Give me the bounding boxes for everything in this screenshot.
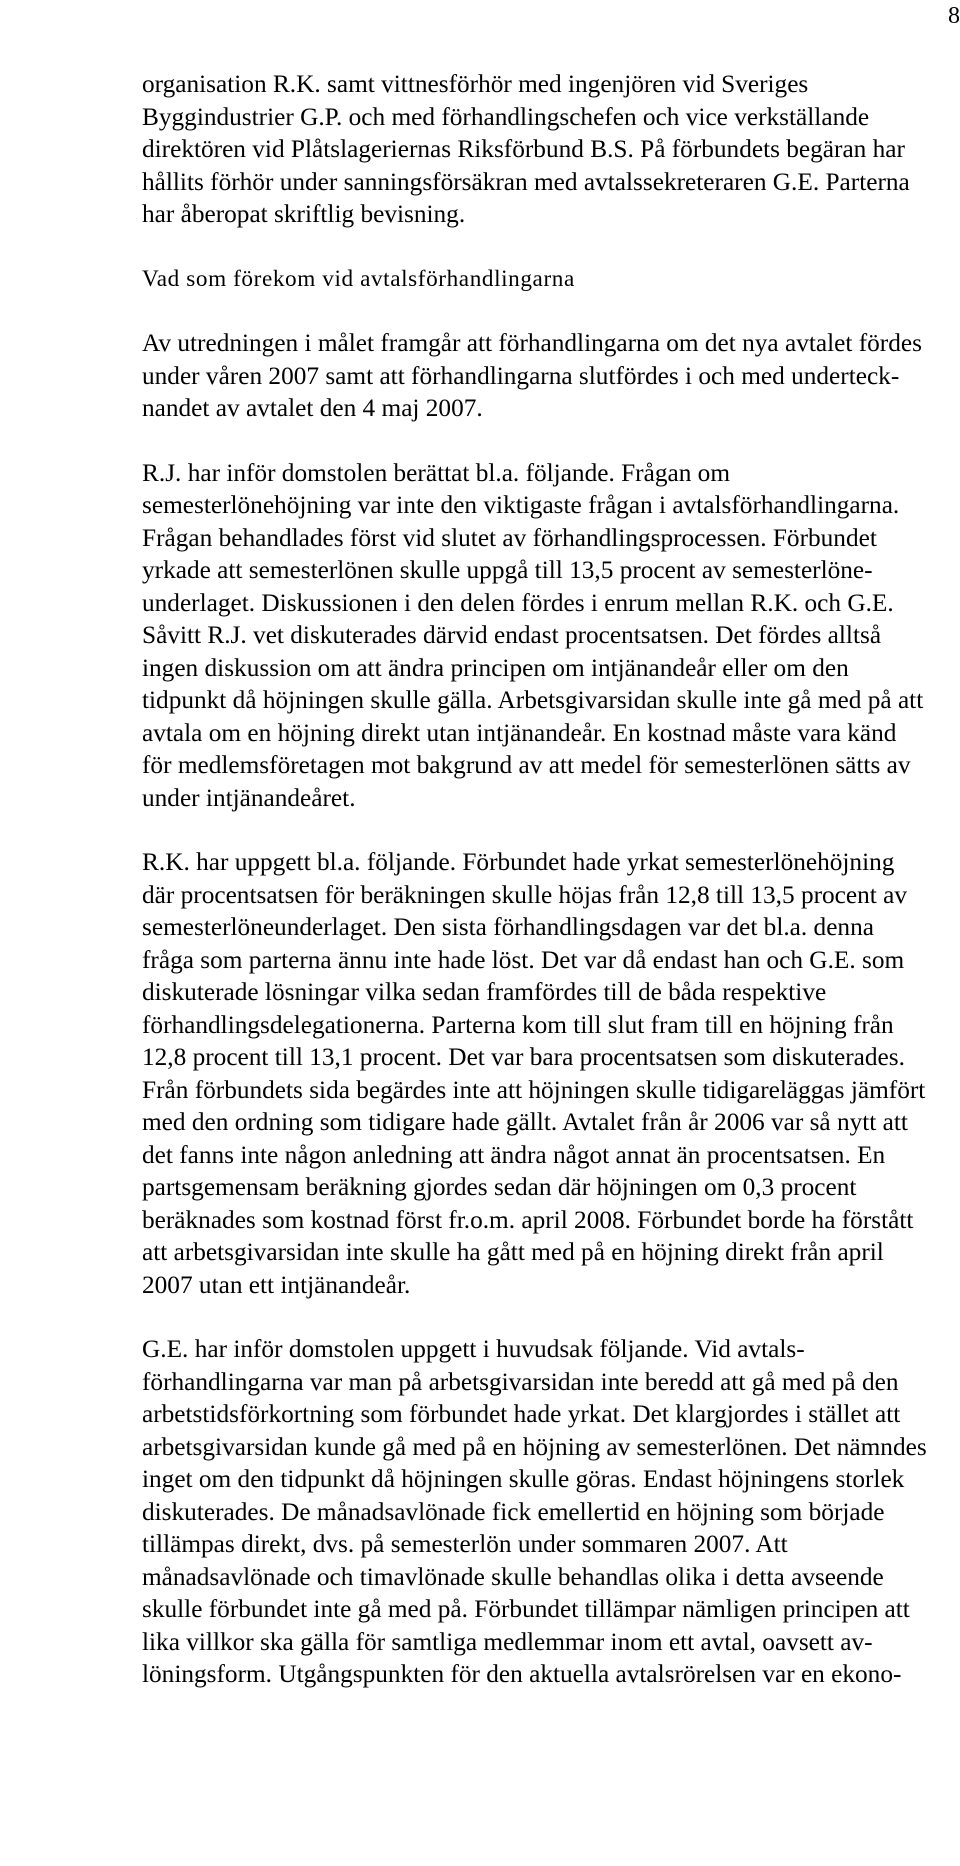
text-line: semesterlönehöjning var inte den viktigaste frågan i avtalsförhandlingarna. [142, 491, 900, 519]
text-line: arbetsgivarsidan kunde gå med på en höjning av semesterlönen. Det nämndes [142, 1432, 927, 1461]
text-line: underlaget. Diskussionen i den delen fördes i enrum mellan R.K. och G.E. [142, 588, 894, 617]
text-line: Frågan behandlades först vid slutet av förhandlingsprocessen. Förbundet [142, 523, 877, 552]
text-line: tidpunkt då höjningen skulle gälla. Arbetsgivarsidan skulle inte gå med på att [142, 686, 924, 714]
rj-testimony-paragraph [142, 457, 952, 815]
text-line: Från förbundets sida begärdes inte att höjningen skulle tidigareläggas jämfört [142, 1075, 926, 1104]
text-line: månadsavlönade och timavlönade skulle behandlas olika i detta avseende [142, 1562, 884, 1591]
text-line: partsgemensam beräkning gjordes sedan där höjningen om 0,3 procent [142, 1173, 857, 1201]
ge-testimony-paragraph [142, 1333, 952, 1691]
text-line: lika villkor ska gälla för samtliga medlemmar inom ett avtal, oavsett av- [142, 1627, 873, 1656]
text-line: fråga som parterna ännu inte hade löst. Det var då endast han och G.E. som [142, 945, 905, 974]
text-line: G.E. har inför domstolen uppgett i huvudsak följande. Vid avtals- [142, 1335, 805, 1363]
text-line: diskuterade lösningar vilka sedan framfördes till de båda respektive [142, 978, 827, 1006]
text-line: Byggindustrier G.P. och med förhandlingschefen och vice verkställande [142, 102, 870, 131]
text-line: att arbetsgivarsidan inte skulle ha gått med på en höjning direkt från april [142, 1238, 884, 1266]
text-line: 2007 utan ett intjänandeår. [142, 1270, 411, 1299]
inquiry-paragraph [142, 327, 952, 425]
text-line: för medlemsföretagen mot bakgrund av att medel för semesterlönen sätts av [142, 751, 911, 779]
text-line: ingen diskussion om att ändra principen om intjänandeår eller om den [142, 653, 849, 682]
text-line: beräknades som kostnad först fr.o.m. april 2008. Förbundet borde ha förstått [142, 1205, 914, 1234]
text-line: under våren 2007 samt att förhandlingarna slutfördes i och med underteck- [142, 361, 900, 390]
text-line: skulle förbundet inte gå med på. Förbundet tillämpar nämligen principen att [142, 1595, 910, 1623]
text-line: under intjänandeåret. [142, 783, 356, 812]
text-line: avtala om en höjning direkt utan intjänandeår. En kostnad måste vara känd [142, 718, 897, 747]
text-line: 12,8 procent till 13,1 procent. Det var bara procentsatsen som diskuterades. [142, 1043, 905, 1071]
text-line: det fanns inte någon anledning att ändra något annat än procentsatsen. En [142, 1140, 886, 1169]
text-line: hållits förhör under sanningsförsäkran med avtalssekreteraren G.E. Parterna [142, 167, 910, 196]
text-line: Såvitt R.J. vet diskuterades därvid endast procentsatsen. Det fördes alltså [142, 621, 882, 649]
text-line: förhandlingsdelegationerna. Parterna kom till slut fram till en höjning från [142, 1010, 894, 1039]
text-line: inget om den tidpunkt då höjningen skulle göras. Endast höjningens storlek [142, 1465, 905, 1493]
text-line: organisation R.K. samt vittnesförhör med ingenjören vid Sveriges [142, 70, 809, 98]
text-line: där procentsatsen för beräkningen skulle höjas från 12,8 till 13,5 procent av [142, 880, 907, 909]
text-line: tillämpas direkt, dvs. på semesterlön under sommaren 2007. Att [142, 1530, 788, 1558]
text-line: nandet av avtalet den 4 maj 2007. [142, 394, 483, 422]
text-line: R.J. har inför domstolen berättat bl.a. följande. Frågan om [142, 458, 731, 487]
text-line: R.K. har uppgett bl.a. följande. Förbundet hade yrkat semesterlönehöjning [142, 848, 895, 876]
text-line: semesterlöneunderlaget. Den sista förhandlingsdagen var det bl.a. denna [142, 913, 874, 941]
text-line: med den ordning som tidigare hade gällt. Avtalet från år 2006 var så nytt att [142, 1108, 908, 1136]
text-line: har åberopat skriftlig bevisning. [142, 200, 466, 228]
document-body [142, 68, 952, 1691]
page-number: 8 [948, 3, 960, 29]
text-line: diskuterades. De månadsavlönade fick emellertid en höjning som började [142, 1497, 885, 1526]
text-line: yrkade att semesterlönen skulle uppgå till 13,5 procent av semesterlöne- [142, 556, 873, 584]
rk-testimony-paragraph [142, 846, 952, 1301]
text-line: löningsform. Utgångspunkten för den aktuella avtalsrörelsen var en ekono- [142, 1660, 902, 1688]
intro-paragraph [142, 68, 952, 231]
text-line: Av utredningen i målet framgår att förhandlingarna om det nya avtalet fördes [142, 329, 922, 357]
text-line: arbetstidsförkortning som förbundet hade yrkat. Det klargjordes i stället att [142, 1400, 901, 1428]
section-heading: Vad som förekom vid avtalsförhandlingarna [142, 265, 575, 292]
text-line: direktören vid Plåtslageriernas Riksförbund B.S. På förbundets begäran har [142, 135, 905, 163]
text-line: förhandlingarna var man på arbetsgivarsidan inte beredd att gå med på den [142, 1367, 899, 1396]
